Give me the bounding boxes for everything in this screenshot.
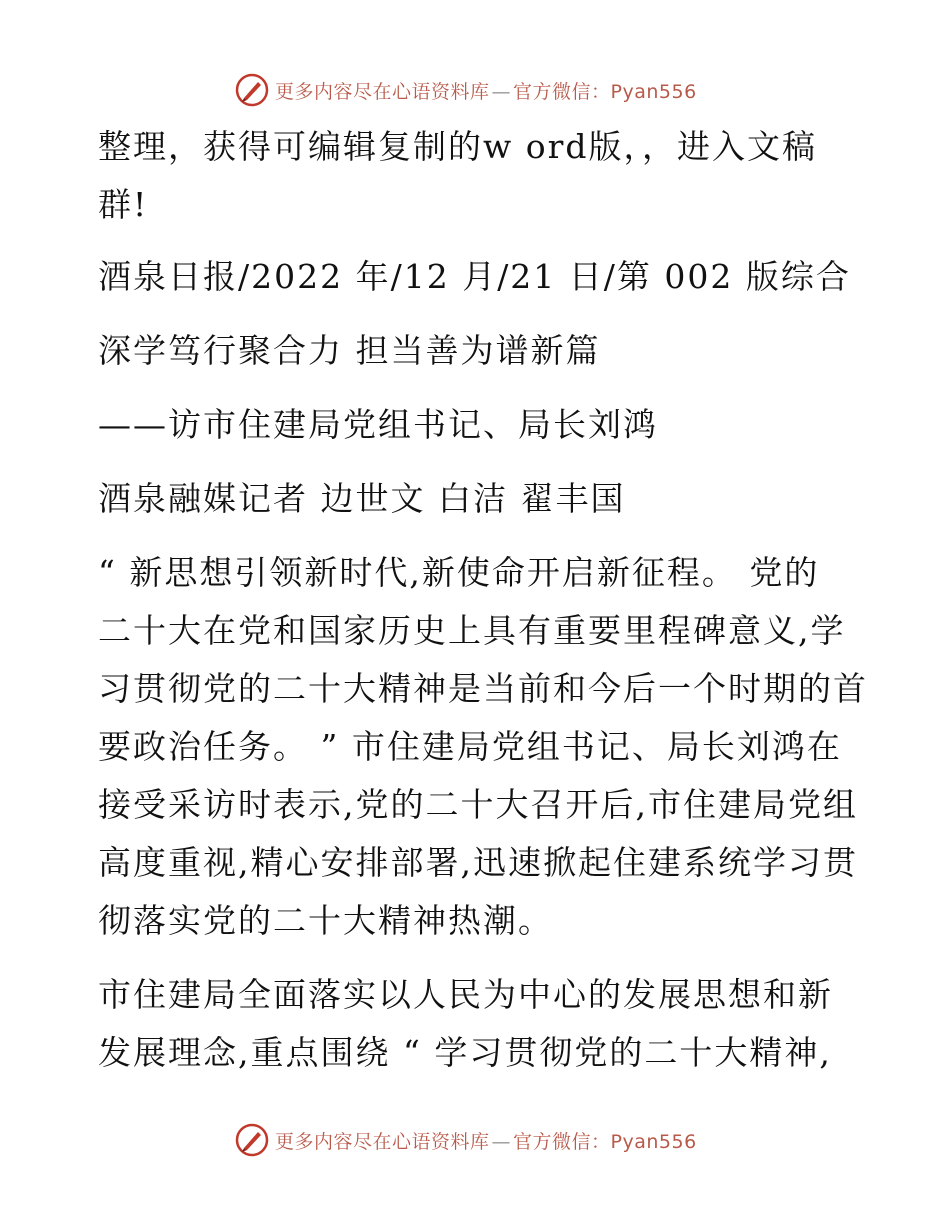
- article-title: 深学笃行聚合力 担当善为谱新篇: [98, 331, 601, 370]
- paragraph-1-line-1: “ 新思想引领新时代,新使命开启新征程。 党的: [98, 553, 820, 592]
- paragraph-1-line-4: 要政治任务。 ” 市住建局党组书记、局长刘鸿在: [98, 727, 842, 766]
- paragraph-1-line-2: 二十大在党和国家历史上具有重要里程碑意义,学: [98, 611, 846, 650]
- text-line-1: 整理，获得可编辑复制的w ord版，，进入文稿: [98, 127, 818, 166]
- watermark-official: 官方微信：: [513, 1130, 611, 1153]
- watermark-account: Pyan556: [610, 1130, 697, 1153]
- watermark-official: 官方微信：: [513, 80, 611, 103]
- paragraph-2-line-1: 市住建局全面落实以人民为中心的发展思想和新: [98, 975, 833, 1014]
- paragraph-2-line-2: 发展理念,重点围绕 “ 学习贯彻党的二十大精神,: [98, 1033, 832, 1072]
- paragraph-1-line-6: 高度重视,精心安排部署,迅速掀起住建系统学习贯: [98, 843, 858, 882]
- text-line-2: 群!: [98, 185, 149, 224]
- watermark-account: Pyan556: [610, 80, 697, 103]
- paragraph-1-line-7: 彻落实党的二十大精神热潮。: [98, 901, 553, 940]
- newspaper-dateline: 酒泉日报/2022 年/12 月/21 日/第 002 版综合: [98, 257, 851, 296]
- quill-circle-icon: [235, 73, 269, 107]
- article-byline: 酒泉融媒记者 边世文 白洁 翟丰国: [98, 479, 626, 518]
- paragraph-1-line-3: 习贯彻党的二十大精神是当前和今后一个时期的首: [98, 669, 868, 708]
- watermark-text: [275, 77, 697, 104]
- watermark-footer: [235, 1120, 697, 1160]
- document-body: [98, 118, 868, 1082]
- watermark-prefix: 更多内容尽在心语资料库: [275, 1130, 490, 1153]
- watermark-text: [275, 1127, 697, 1154]
- watermark-separator: —: [491, 80, 512, 103]
- watermark-prefix: 更多内容尽在心语资料库: [275, 80, 490, 103]
- paragraph-1-line-5: 接受采访时表示,党的二十大召开后,市住建局党组: [98, 785, 858, 824]
- watermark-separator: —: [491, 1130, 512, 1153]
- article-subtitle: ——访市住建局党组书记、局长刘鸿: [98, 405, 658, 444]
- watermark-header: [235, 70, 697, 110]
- quill-circle-icon: [235, 1123, 269, 1157]
